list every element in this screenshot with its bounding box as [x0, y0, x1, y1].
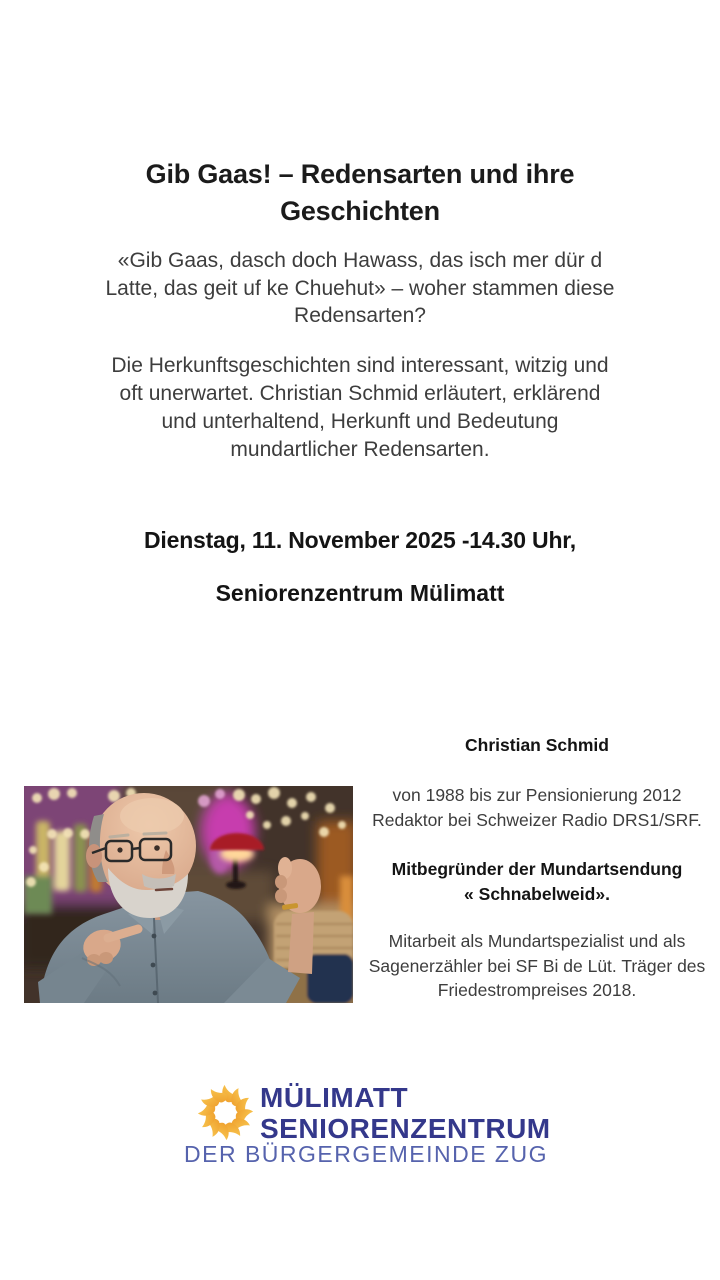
- speaker-bio-radio: [357, 783, 717, 832]
- event-venue: Seniorenzentrum Mülimatt: [215, 580, 505, 606]
- logo-name: [260, 1082, 551, 1144]
- intro-paragraph: [0, 352, 720, 464]
- speaker-bio-schnabelweid: [357, 857, 717, 906]
- text-line: Friedestrompreises 2018.: [437, 980, 637, 1000]
- text-line: mundartlicher Redensarten.: [230, 438, 490, 461]
- logo-name-line: SENIORENZENTRUM: [260, 1113, 551, 1144]
- text-line: von 1988 bis zur Pensionierung 2012: [392, 785, 682, 805]
- event-title: [0, 156, 720, 230]
- logo-name-line: MÜLIMATT: [260, 1082, 409, 1113]
- text-line: Mitarbeit als Mundartspezialist und als: [388, 931, 686, 951]
- speaker-photo: [24, 786, 353, 1003]
- logo-subtitle: DER BÜRGERGEMEINDE ZUG: [184, 1141, 548, 1167]
- event-title-line: Geschichten: [280, 196, 440, 226]
- text-line: Redensarten?: [294, 304, 426, 327]
- text-line: und unterhaltend, Herkunft und Bedeutung: [161, 410, 559, 433]
- text-line: Sagenerzähler bei SF Bi de Lüt. Träger des: [368, 955, 706, 976]
- text-line: «Gib Gaas, dasch doch Hawass, das isch mer dür d: [117, 249, 603, 272]
- speaker-bio-awards: [357, 929, 717, 1003]
- text-line: Redaktor bei Schweizer Radio DRS1/SRF.: [372, 809, 702, 830]
- event-date: Dienstag, 11. November 2025 -14.30 Uhr,: [144, 527, 576, 553]
- sun-icon: [196, 1083, 255, 1142]
- speaker-photo-illustration: [24, 786, 353, 1003]
- dialect-quote: [0, 247, 720, 330]
- text-line: « Schnabelweid».: [464, 883, 610, 904]
- text-line: oft unerwartet. Christian Schmid erläutert, erklärend: [119, 382, 601, 405]
- event-title-line: Gib Gaas! – Redensarten und ihre: [145, 159, 575, 189]
- speaker-name: Christian Schmid: [465, 735, 609, 755]
- text-line: Latte, das geit uf ke Chuehut» – woher stammen diese: [105, 276, 615, 300]
- text-line: Mitbegründer der Mundartsendung: [391, 859, 683, 879]
- text-line: Die Herkunftsgeschichten sind interessant, witzig und: [111, 354, 609, 377]
